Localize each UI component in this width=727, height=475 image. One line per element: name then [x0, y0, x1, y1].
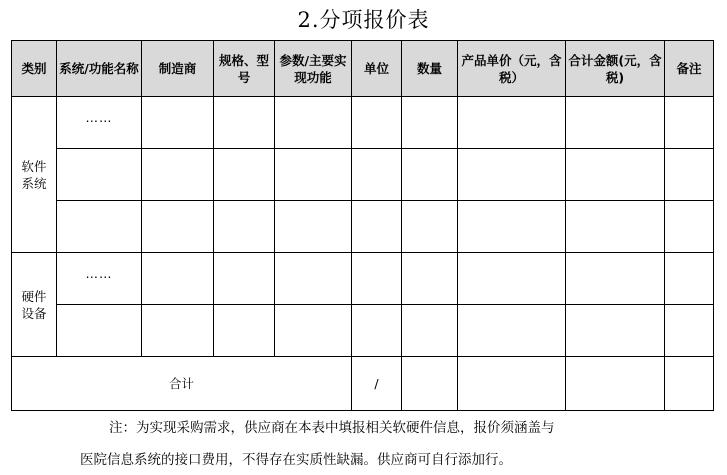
header-total-amount: 合计金额(元，含税) [566, 41, 665, 97]
note-line-2: 医院信息系统的接口费用，不得存在实质性缺漏。供应商可自行添加行。 [80, 452, 512, 468]
note-line-1: 注：为实现采购需求，供应商在本表中填报相关软硬件信息，报价须涵盖与 [109, 420, 555, 436]
table-cell [402, 357, 458, 411]
table-cell [402, 97, 458, 149]
category-hardware: 硬件设备 [12, 253, 57, 357]
table-cell [402, 305, 458, 357]
table-cell [458, 149, 566, 201]
table-cell [566, 253, 665, 305]
table-row [12, 97, 714, 149]
table-cell [402, 253, 458, 305]
header-category: 类别 [12, 41, 57, 97]
table-cell [275, 305, 352, 357]
table-cell [142, 305, 214, 357]
table-cell [352, 97, 402, 149]
table-cell [142, 253, 214, 305]
table-cell [665, 357, 714, 411]
table-cell [458, 201, 566, 253]
table-row [12, 149, 714, 201]
table-cell [458, 305, 566, 357]
table-cell [275, 97, 352, 149]
header-manufacturer: 制造商 [142, 41, 214, 97]
table-cell [142, 149, 214, 201]
table-cell [665, 305, 714, 357]
header-unit-price: 产品单价（元，含税） [458, 41, 566, 97]
table-cell [458, 357, 566, 411]
table-cell [566, 149, 665, 201]
total-amount-cell [566, 357, 665, 411]
table-cell [57, 201, 142, 253]
table-cell [352, 149, 402, 201]
table-cell [402, 201, 458, 253]
table-cell [214, 149, 275, 201]
table-cell [214, 305, 275, 357]
total-label: 合计 [12, 357, 352, 411]
table-cell [142, 97, 214, 149]
table-cell [402, 149, 458, 201]
table-cell [142, 201, 214, 253]
header-unit: 单位 [352, 41, 402, 97]
quote-table [11, 40, 714, 411]
table-row [12, 305, 714, 357]
table-cell [458, 97, 566, 149]
system-name-cell [57, 253, 142, 305]
table-cell [214, 253, 275, 305]
table-cell [352, 305, 402, 357]
table-cell [665, 97, 714, 149]
table-row [12, 201, 714, 253]
table-cell [566, 201, 665, 253]
ellipsis-text: …… [85, 266, 113, 281]
table-cell [566, 97, 665, 149]
table-cell [458, 253, 566, 305]
page-title: 2.分项报价表 [297, 8, 430, 32]
table-cell [665, 149, 714, 201]
table-header-row [12, 41, 714, 97]
table-cell [57, 149, 142, 201]
table-cell [57, 305, 142, 357]
table-cell [275, 149, 352, 201]
header-remarks: 备注 [665, 41, 714, 97]
header-model: 规格、型号 [214, 41, 275, 97]
total-row [12, 357, 714, 411]
table-cell [665, 253, 714, 305]
table-cell [566, 305, 665, 357]
table-cell [214, 97, 275, 149]
header-quantity: 数量 [402, 41, 458, 97]
header-parameters: 参数/主要实现功能 [275, 41, 352, 97]
ellipsis-text: …… [85, 110, 113, 125]
header-system-name: 系统/功能名称 [57, 41, 142, 97]
category-software: 软件系统 [12, 97, 57, 253]
table-row [12, 253, 714, 305]
total-unit: / [352, 357, 402, 411]
table-cell [665, 201, 714, 253]
table-cell [275, 253, 352, 305]
table-cell [214, 201, 275, 253]
system-name-cell [57, 97, 142, 149]
table-cell [352, 201, 402, 253]
table-cell [352, 253, 402, 305]
table-cell [275, 201, 352, 253]
